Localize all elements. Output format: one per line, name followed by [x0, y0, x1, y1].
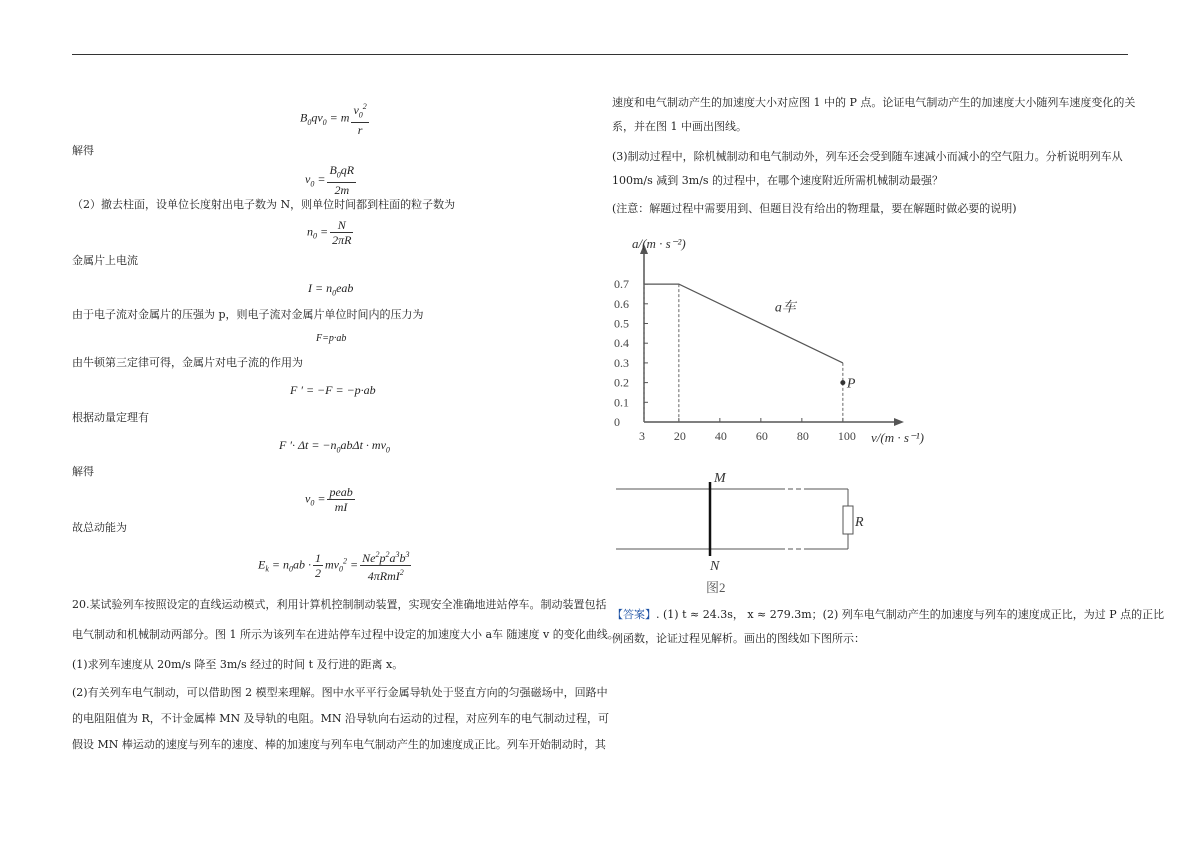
- x-tick-label: 40: [714, 429, 727, 443]
- equation-current: $I = n_0eab$: [308, 281, 354, 298]
- figure2-caption: 图2: [706, 580, 726, 595]
- y-axis-label: a/(m · s⁻²): [632, 236, 686, 251]
- q20-line-2: 电气制动和机械制动两部分。图 1 所示为该列车在进站停车过程中设定的加速度大小 a车 随速度 v 的变化曲线。: [72, 628, 619, 641]
- equation-lorentz: $B_0qv_0 = m$ $\frac{v_0^2}{r}$: [300, 102, 367, 138]
- right-line-4: 100m/s 减到 3m/s 的过程中，在哪个速度附近所需机械制动最强？: [612, 174, 944, 187]
- resistor-R: [843, 506, 853, 534]
- q20-part-2-line-1: (2)有关列车电气制动，可以借助图 2 模型来理解。图中水平平行金属导轨处于竖直方向的匀强磁场中，回路中: [72, 686, 608, 699]
- y-tick-label: 0.5: [614, 316, 629, 331]
- q20-part-1: (1)求列车速度从 20m/s 降至 3m/s 经过的时间 t 及行进的距离 x。: [72, 658, 404, 671]
- label-N: N: [710, 559, 720, 574]
- y-tick-label: 0.7: [614, 277, 629, 292]
- text-current-label: 金属片上电流: [72, 254, 138, 267]
- header-rule: [72, 54, 1128, 55]
- equation-kinetic-energy: $E_k = n_0ab$ · $\frac{1}{2}$ $mv_0^2$ = $\frac{Ne^2p^2a^3b^3}{4\pi RmI^2}$: [258, 550, 410, 583]
- label-R: R: [855, 515, 864, 530]
- text-jiede-1: 解得: [72, 144, 94, 157]
- label-M: M: [714, 471, 726, 486]
- x-tick-label: 20: [673, 429, 686, 443]
- text-newton: 由牛顿第三定律可得，金属片对电子流的作用为: [72, 356, 303, 369]
- x-tick-label: 80: [796, 429, 809, 443]
- x-tick-label: 100: [837, 429, 856, 443]
- x-tick-label: 3: [639, 429, 645, 443]
- figure2-circuit: [612, 466, 872, 600]
- x-axis-arrow: [894, 418, 904, 426]
- equation-reaction: F ′ = −F = −p·ab: [290, 383, 376, 397]
- series-label: a车: [774, 300, 796, 316]
- answer-line-2: 例函数，论证过程见解析。画出的图线如下图所示：: [612, 632, 865, 645]
- point-P-label: P: [846, 376, 856, 392]
- equation-n0: $n_0$ = $\frac{N}{2\pi R}$: [307, 218, 352, 247]
- text-pressure: 由于电子流对金属片的压强为 p，则电子流对金属片单位时间内的压力为: [72, 308, 424, 321]
- equation-v0: $v_0$ = $\frac{B_0qR}{2m}$: [305, 163, 355, 198]
- right-line-3: (3)制动过程中，除机械制动和电气制动外，列车还会受到随车速减小而减小的空气阻力。分析说明列车从: [612, 150, 1123, 163]
- x-tick-label: 60: [755, 429, 768, 443]
- right-line-2: 系，并在图 1 中画出图线。: [612, 120, 747, 133]
- answer-tag: 【答案】: [612, 608, 656, 621]
- y-tick-label: 0.1: [614, 395, 629, 410]
- text-jiede-2: 解得: [72, 465, 94, 478]
- answer-text-1: . (1) t ≈ 24.3s， x ≈ 279.3m；(2) 列车电气制动产生的加速度与列车的速度成正比，为过 P 点的正比: [656, 608, 1165, 621]
- text-part2-intro: （2）撤去柱面，设单位长度射出电子数为 N，则单位时间都到柱面的粒子数为: [72, 198, 456, 211]
- point-P: [840, 380, 845, 385]
- text-momentum: 根据动量定理有: [72, 411, 149, 424]
- right-note: (注意：解题过程中需要用到、但题目没有给出的物理量，要在解题时做必要的说明): [612, 202, 1017, 215]
- y-tick-label: 0.4: [614, 336, 629, 351]
- equation-force: F=p·ab: [316, 333, 347, 344]
- answer-line-1: [612, 608, 1164, 622]
- chart-axes: [614, 236, 924, 445]
- y-tick-label: 0.2: [614, 375, 629, 390]
- y-tick-label: 0: [614, 415, 620, 429]
- q20-line-1: 20.某试验列车按照设定的直线运动模式，利用计算机控制制动装置，实现安全准确地进站停车。制动装置包括: [72, 598, 607, 611]
- figure1-chart: [606, 230, 956, 455]
- y-tick-label: 0.3: [614, 355, 629, 370]
- equation-v0-peab: $v_0$ = $\frac{\text{peab}}{mI}$: [305, 485, 353, 514]
- text-total-ke: 故总动能为: [72, 521, 127, 534]
- equation-impulse: F ′· $\Delta t = -n_0ab\Delta t \cdot mv_0$: [279, 438, 390, 455]
- chart-marks: [644, 284, 856, 422]
- right-line-1: 速度和电气制动产生的加速度大小对应图 1 中的 P 点。论证电气制动产生的加速度大小随列车速度变化的关: [612, 96, 1136, 109]
- x-axis-label: v/(m · s⁻¹): [871, 430, 924, 445]
- y-tick-label: 0.6: [614, 296, 629, 311]
- q20-part-2-line-3: 假设 MN 棒运动的速度与列车的速度、棒的加速度与列车电气制动产生的加速度成正比。列车开始制动时，其: [72, 738, 606, 751]
- series-a-line: [644, 284, 843, 363]
- q20-part-2-line-2: 的电阻阻值为 R，不计金属棒 MN 及导轨的电阻。MN 沿导轨向右运动的过程，对应列车的电气制动过程，可: [72, 712, 610, 725]
